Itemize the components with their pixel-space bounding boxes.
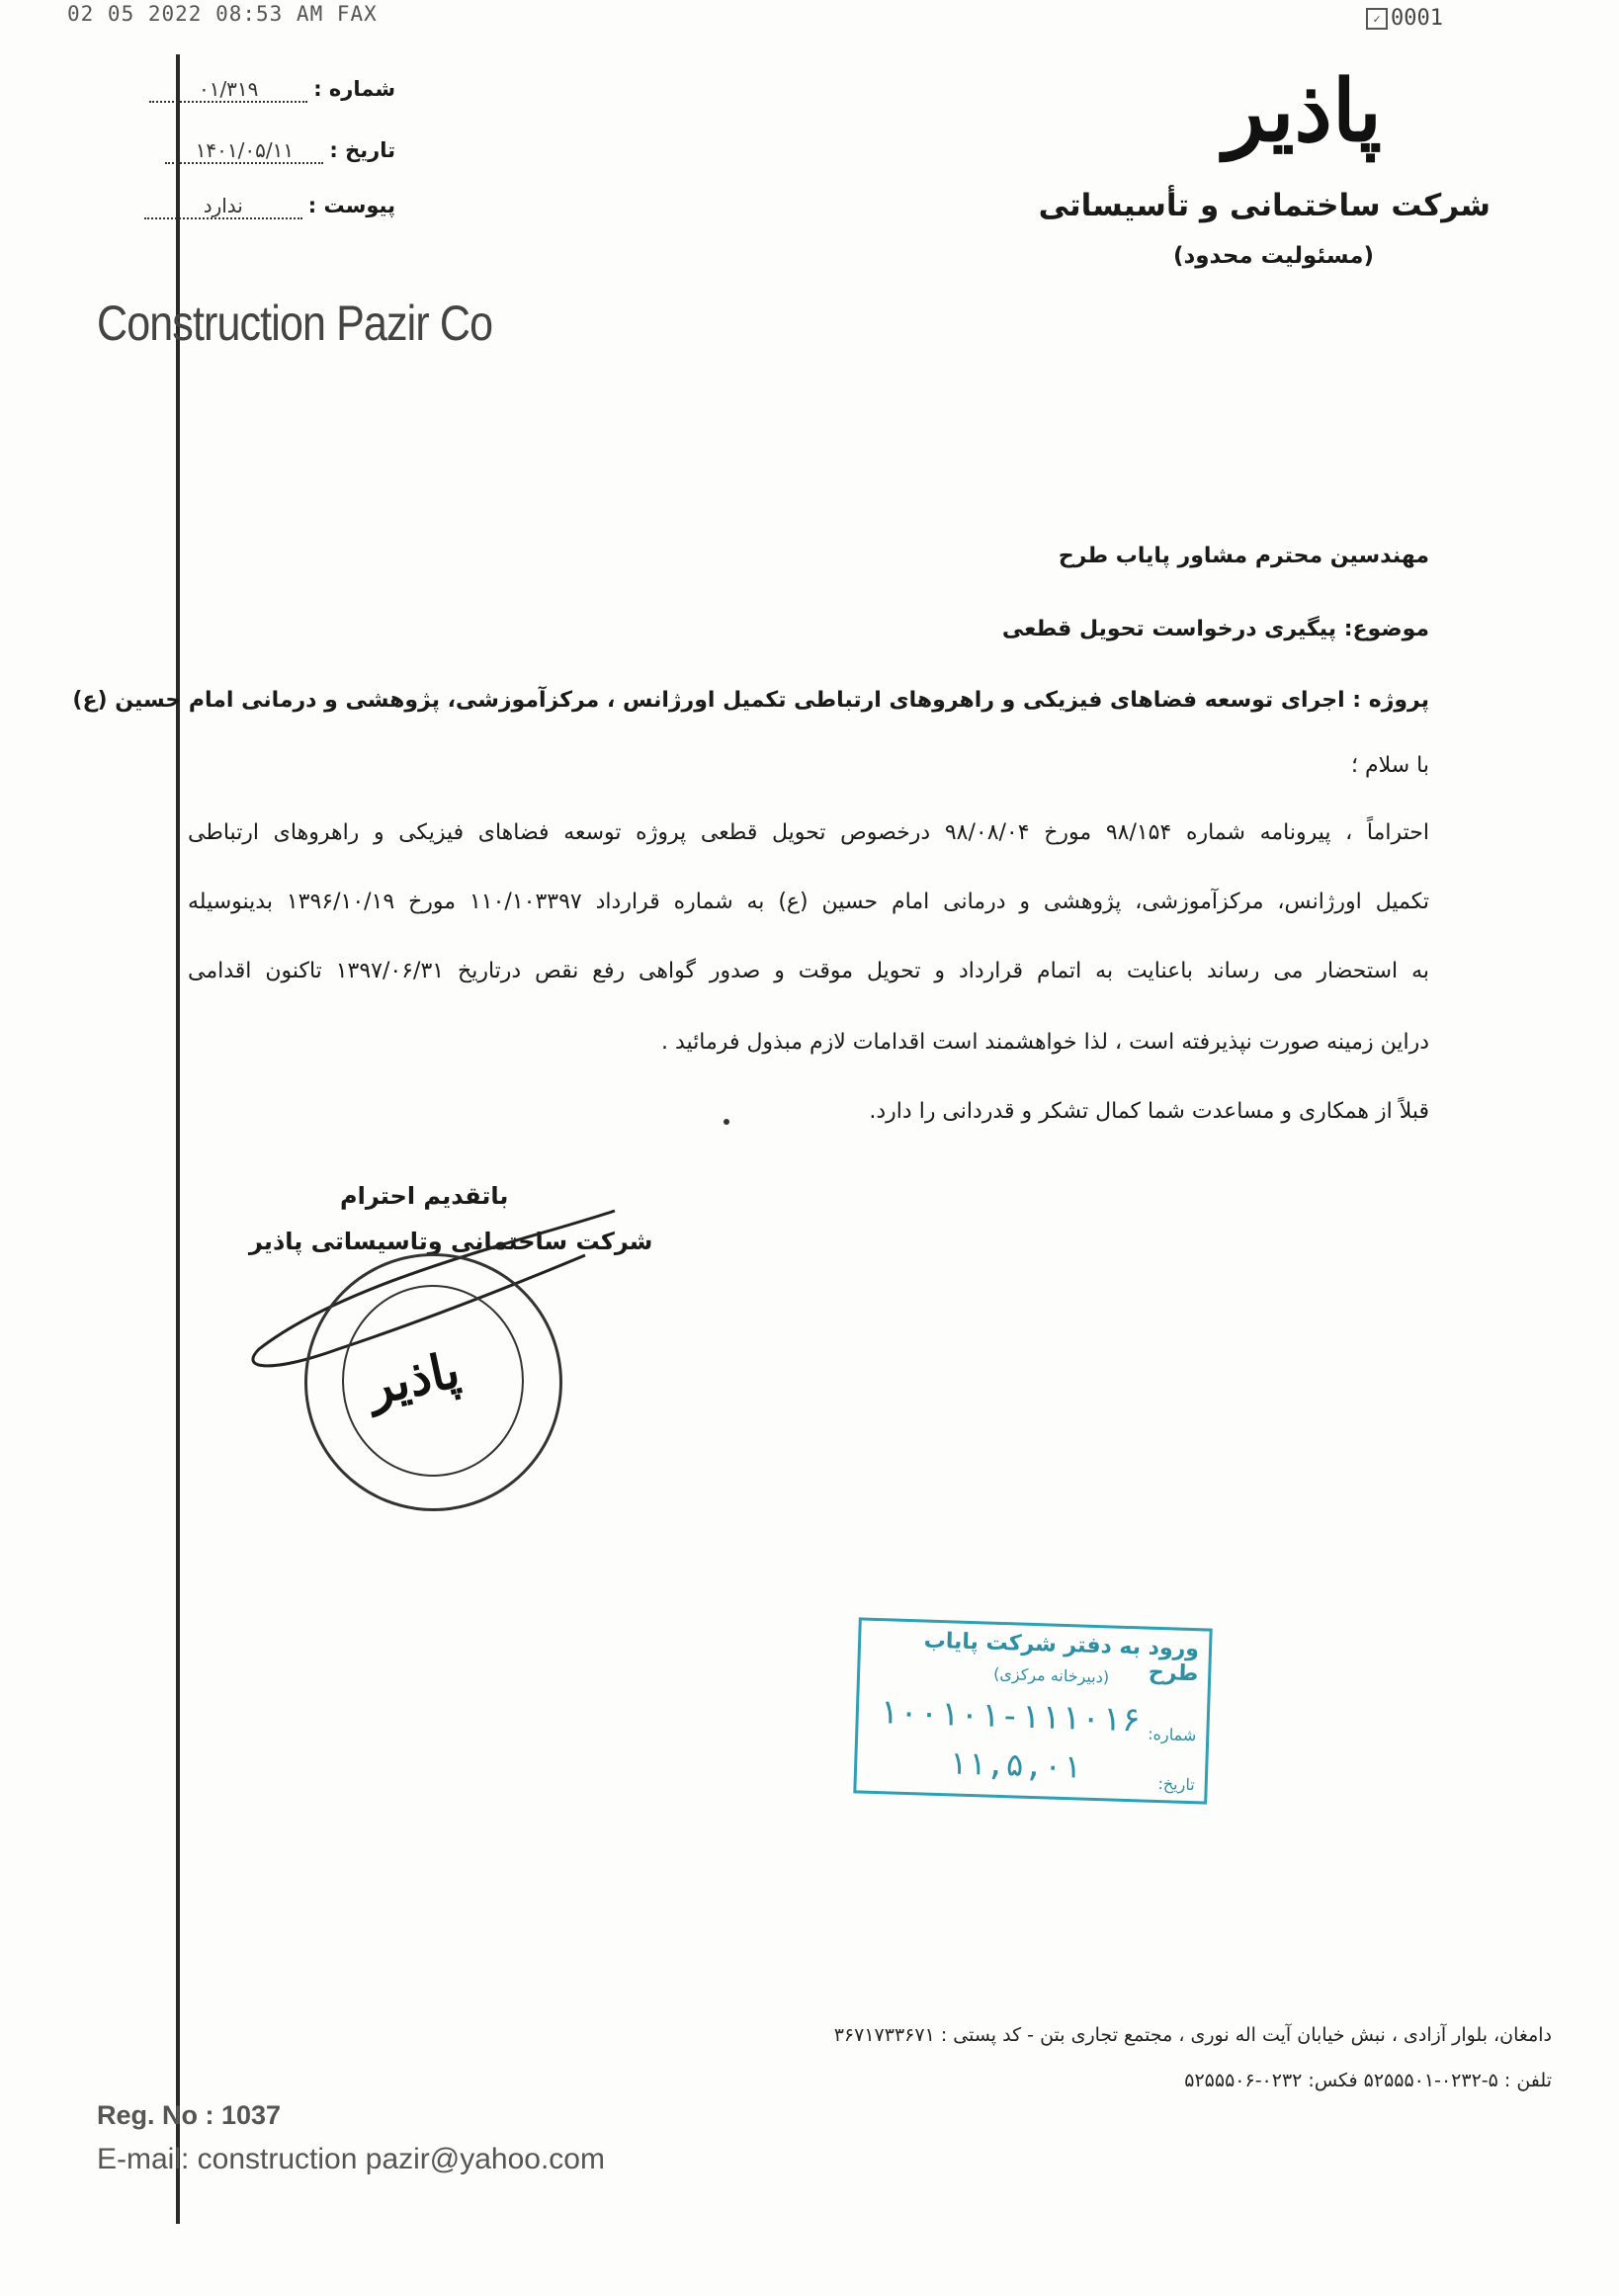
- project: پروژه : اجرای توسعه فضاهای فیزیکی و راهروهای ارتباطی تکمیل اورژانس ، مرکزآموزشی، پژوهشی و درمانی امام حسین (ع): [72, 688, 1429, 713]
- meta-number: [128, 77, 395, 107]
- meta-date-value: ۱۴۰۱/۰۵/۱۱: [165, 138, 323, 164]
- subject: موضوع: پیگیری درخواست تحویل قطعی: [1001, 617, 1429, 641]
- meta-attachment: [128, 194, 395, 223]
- body-line-2: تکمیل اورژانس، مرکزآموزشی، پژوهشی و درمانی امام حسین (ع) به شماره قرارداد ۱۱۰/۱۰۳۳۹۷ مورخ ۱۳۹۶/۱۰/۱۹ بدینوسیله: [188, 890, 1429, 914]
- fax-page-icon: ✓: [1366, 8, 1388, 30]
- margin-line: [176, 54, 180, 2224]
- fax-header: 02 05 2022 08:53 AM FAX: [67, 2, 378, 26]
- company-ltd: (مسئولیت محدود): [1172, 243, 1374, 269]
- inbox-stamp-subtitle: (دبیرخانه مرکزی): [992, 1663, 1110, 1687]
- meta-attachment-label: پیوست :: [307, 194, 395, 217]
- ink-dot: [724, 1119, 729, 1125]
- meta-number-value: ۰۱/۳۱۹: [149, 77, 307, 103]
- company-seal-text: پاذیر: [362, 1339, 466, 1417]
- inbox-stamp-number-label: شماره:: [1148, 1724, 1197, 1745]
- closing: باتقدیم احترام: [340, 1182, 509, 1210]
- company-logo: پاذیر: [1224, 61, 1382, 161]
- inbox-stamp-title: ورود به دفتر شرکت پایاب طرح: [923, 1628, 1200, 1687]
- recipient: مهندسین محترم مشاور پایاب طرح: [1058, 544, 1429, 568]
- meta-date-label: تاریخ :: [329, 138, 395, 162]
- signer: شرکت ساختمانی وتاسیساتی پاذیر: [249, 1228, 653, 1255]
- fax-page-value: 0001: [1391, 6, 1443, 31]
- fax-page-number: [1366, 6, 1443, 31]
- meta-date: [128, 138, 395, 168]
- inbox-stamp-date: ۱۱,۵,۰۱: [947, 1743, 1082, 1786]
- company-name-fa: شرکت ساختمانی و تأسیساتی: [1038, 188, 1491, 223]
- footer-reg-number: Reg. No : 1037: [97, 2100, 282, 2130]
- company-name-en: Construction Pazir Co: [97, 296, 493, 351]
- meta-number-label: شماره :: [313, 77, 395, 101]
- greeting: با سلام ؛: [1351, 753, 1429, 778]
- inbox-stamp-number: ۱۰۰۱۰۱-۱۱۱۰۱۶: [878, 1692, 1143, 1741]
- footer-phones: تلفن : ۵-۰۲۳۲-۵۲۵۵۵۰۱ فکس: ۰۲۳۲-۵۲۵۵۵۰۶: [1184, 2070, 1552, 2091]
- body-line-4: دراین زمینه صورت نپذیرفته است ، لذا خواهشمند است اقدامات لازم مبذول فرمائید .: [661, 1030, 1429, 1055]
- inbox-stamp-date-label: تاریخ:: [1157, 1774, 1196, 1795]
- body-line-3: به استحضار می رساند باعنایت به اتمام قرارداد و تحویل موقت و صدور گواهی رفع نقص درتاریخ ۱۳۹۷/۰۶/۳۱ تاکنون اقدامی: [188, 959, 1429, 983]
- footer-email: E-mail: construction pazir@yahoo.com: [97, 2143, 605, 2175]
- meta-attachment-value: ندارد: [144, 194, 302, 219]
- footer-address: دامغان، بلوار آزادی ، نبش خیابان آیت اله نوری ، مجتمع تجاری بتن - کد پستی : ۳۶۷۱۷۳۳۶۷۱: [833, 2024, 1552, 2046]
- body-line-1: احتراماً ، پیرونامه شماره ۹۸/۱۵۴ مورخ ۹۸/۰۸/۰۴ درخصوص تحویل قطعی پروژه توسعه فضاهای فیزیکی و راهروهای ارتباطی: [188, 820, 1429, 845]
- thanks-line: قبلاً از همکاری و مساعدت شما کمال تشکر و قدردانی را دارد.: [869, 1099, 1429, 1124]
- inbox-stamp: [853, 1617, 1212, 1804]
